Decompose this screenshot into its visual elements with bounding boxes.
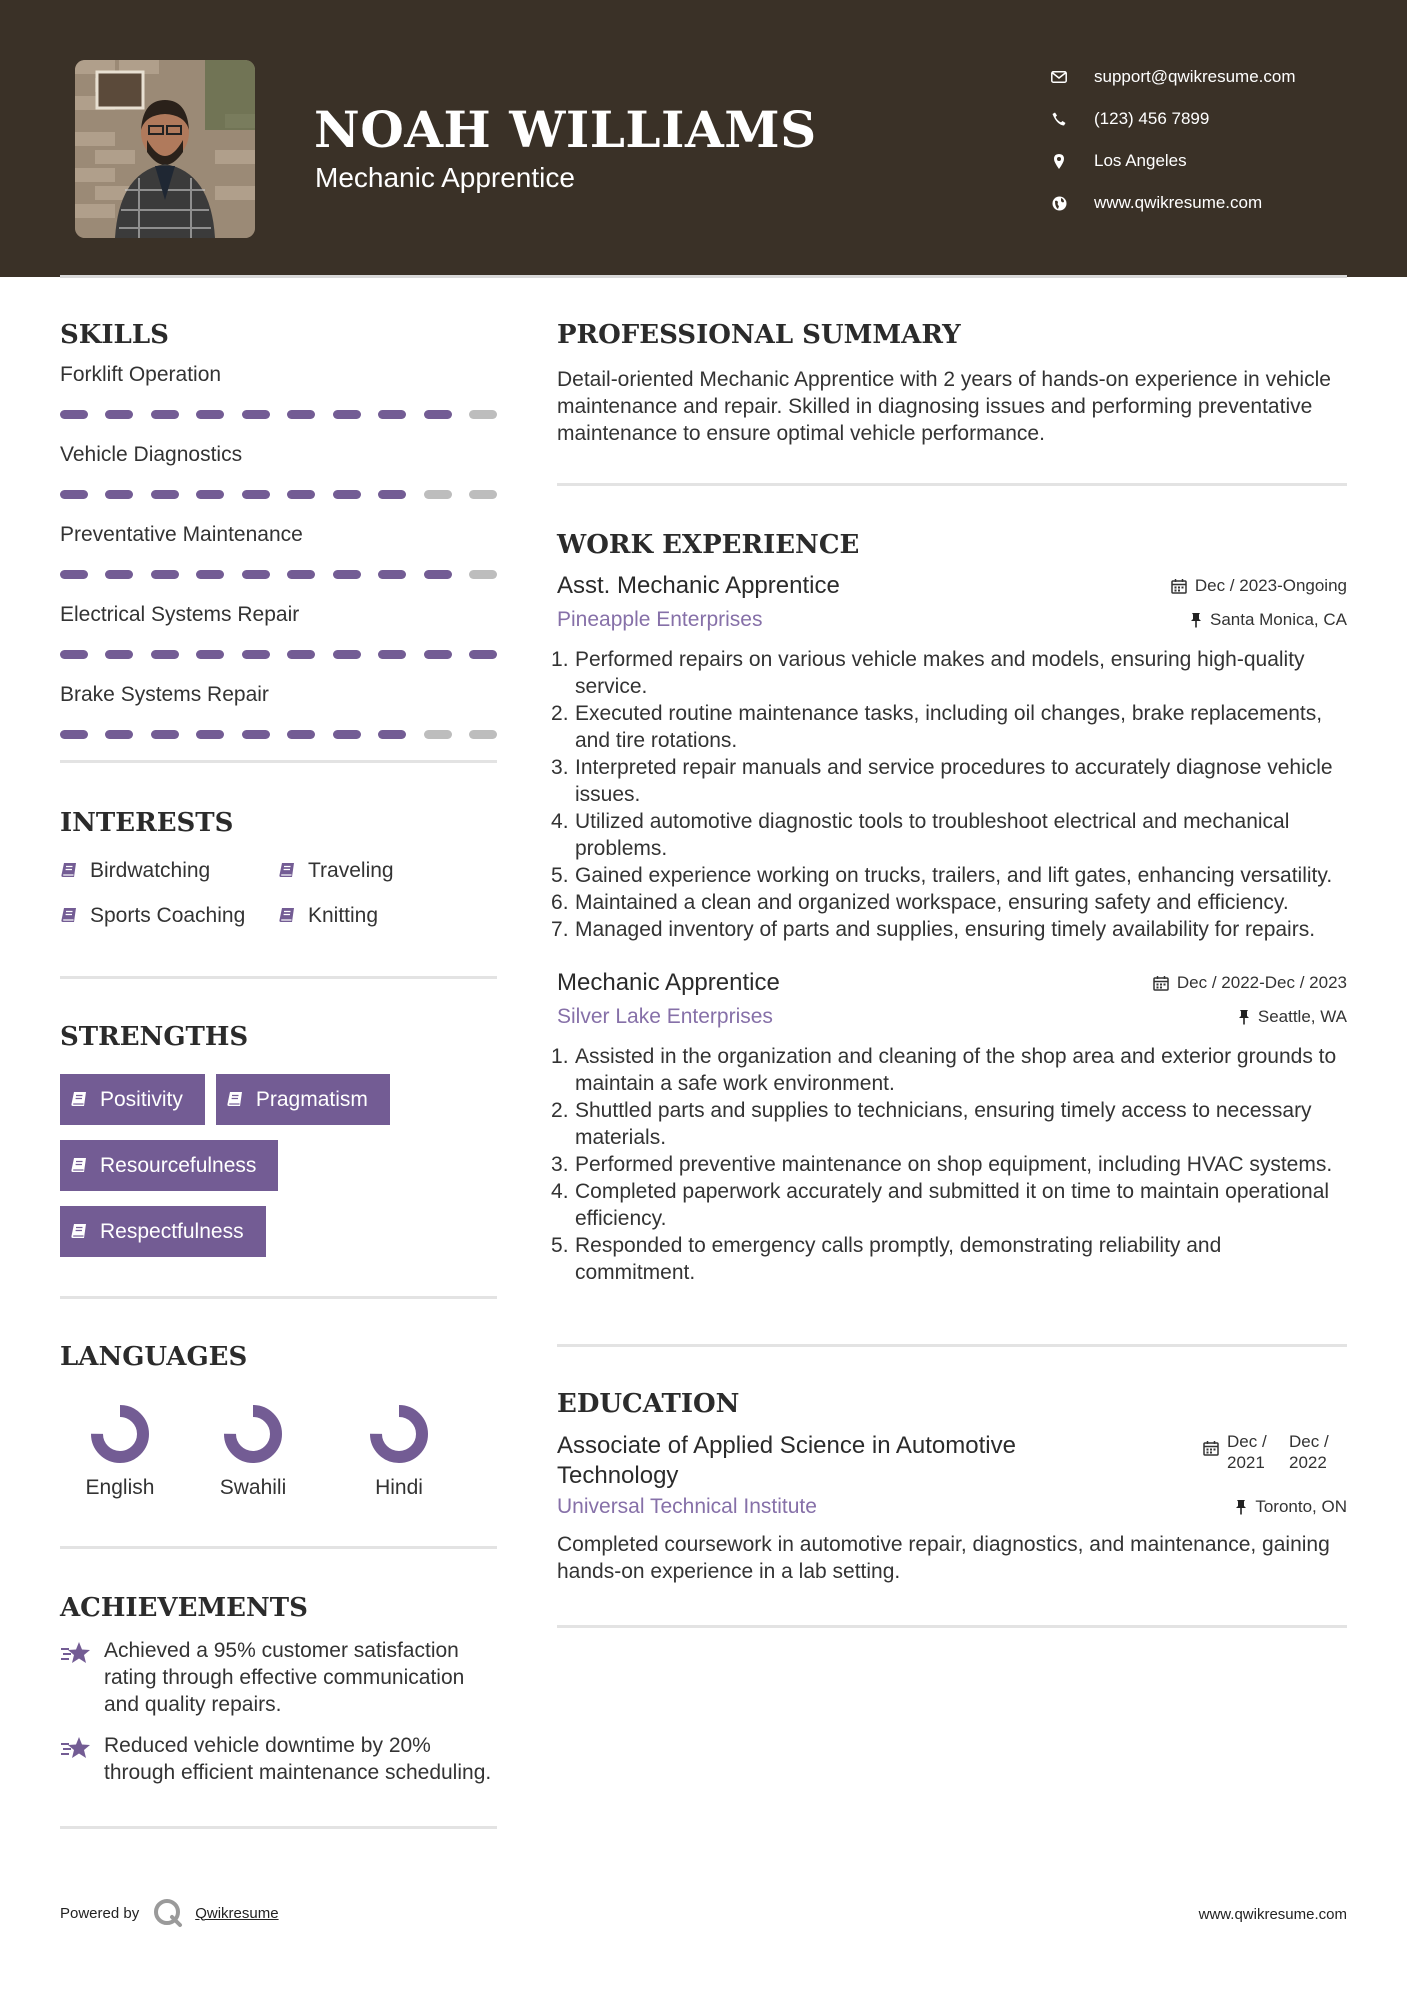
interest-item: Birdwatching xyxy=(60,848,278,893)
rating-dot xyxy=(196,570,224,579)
rating-dot xyxy=(242,490,270,499)
rating-dot xyxy=(196,730,224,739)
interest-item: Knitting xyxy=(278,893,478,938)
footer-url[interactable]: www.qwikresume.com xyxy=(1198,1906,1347,1923)
skill-name: Brake Systems Repair xyxy=(60,683,269,706)
rating-dot xyxy=(469,650,497,659)
experience-section xyxy=(557,530,1347,1286)
section-divider xyxy=(60,1546,497,1549)
rating-dot xyxy=(151,490,179,499)
candidate-name: NOAH WILLIAMS xyxy=(314,100,817,159)
section-title: WORK EXPERIENCE xyxy=(557,530,860,560)
rating-dot xyxy=(105,410,133,419)
book-icon xyxy=(60,862,78,880)
right-column xyxy=(557,320,1347,1628)
skill-rating xyxy=(60,410,497,420)
company-name: Pineapple Enterprises xyxy=(557,608,763,631)
rating-dot xyxy=(333,410,361,419)
skill-name: Electrical Systems Repair xyxy=(60,603,300,626)
pushpin-icon xyxy=(1190,612,1202,628)
rating-dot xyxy=(60,570,88,579)
achievement-item: Reduced vehicle downtime by 20% through efficient maintenance scheduling. xyxy=(60,1732,497,1786)
star-icon xyxy=(60,1637,92,1718)
section-title: LANGUAGES xyxy=(60,1342,248,1372)
rating-dot xyxy=(469,730,497,739)
rating-dot xyxy=(469,570,497,579)
rating-dot xyxy=(378,410,406,419)
responsibilities-list xyxy=(557,646,1347,943)
rating-dot xyxy=(424,490,452,499)
location-pin-icon xyxy=(1050,152,1068,170)
book-icon xyxy=(60,907,78,925)
strength-tag: Resourcefulness xyxy=(60,1140,278,1191)
section-title: SKILLS xyxy=(60,320,169,350)
skills-list xyxy=(60,360,497,740)
section-title: STRENGTHS xyxy=(60,1022,249,1052)
rating-dot xyxy=(287,730,315,739)
rating-dot xyxy=(151,570,179,579)
interest-item: Sports Coaching xyxy=(60,893,278,938)
skill-item xyxy=(60,360,497,420)
contact-phone[interactable] xyxy=(1050,98,1380,140)
book-icon xyxy=(278,862,296,880)
book-icon xyxy=(70,1157,88,1175)
rating-dot xyxy=(151,730,179,739)
education-description: Completed coursework in automotive repair, diagnostics, and maintenance, gaining hands-on experience in a lab setting. xyxy=(557,1533,1330,1583)
interest-item: Traveling xyxy=(278,848,478,893)
profile-photo xyxy=(75,60,255,238)
skill-rating xyxy=(60,490,497,500)
skill-item xyxy=(60,600,497,660)
rating-dot xyxy=(333,730,361,739)
strengths-tags xyxy=(60,1074,497,1272)
contact-list xyxy=(1050,56,1380,224)
language-level-arc xyxy=(230,1411,276,1457)
strength-tag: Positivity xyxy=(60,1074,205,1125)
language-level-ring xyxy=(90,1404,150,1464)
responsibility-item: Assisted in the organization and cleaning of the shop area and exterior grounds to maintain a safe work environment. xyxy=(575,1045,1337,1095)
responsibility-item: Responded to emergency calls promptly, demonstrating reliability and commitment. xyxy=(575,1234,1222,1284)
responsibility-item: Executed routine maintenance tasks, including oil changes, brake replacements, and tire rotations. xyxy=(575,702,1323,752)
skill-name: Vehicle Diagnostics xyxy=(60,443,243,466)
responsibility-item: Shuttled parts and supplies to technicians, ensuring timely access to necessary materials. xyxy=(575,1099,1312,1149)
section-divider xyxy=(60,976,497,979)
rating-dot xyxy=(424,570,452,579)
contact-text: (123) 456 7899 xyxy=(1094,109,1210,128)
job-date: Dec / 2022-Dec / 2023 xyxy=(1153,973,1347,993)
left-column xyxy=(60,320,497,1829)
rating-dot xyxy=(60,650,88,659)
summary-text: Detail-oriented Mechanic Apprentice with 2 years of hands-on experience in vehicle maintenance and repair. Skilled in diagnosing issues and performing preventative maintenance to ensure optimal vehicle performance. xyxy=(557,368,1331,445)
rating-dot xyxy=(196,490,224,499)
responsibility-item: Performed repairs on various vehicle makes and models, ensuring high-quality service. xyxy=(575,648,1305,698)
achievements-section xyxy=(60,1593,497,1786)
contact-website[interactable] xyxy=(1050,182,1380,224)
language-level-ring xyxy=(223,1404,283,1464)
strength-tag: Respectfulness xyxy=(60,1206,266,1257)
rating-dot xyxy=(242,730,270,739)
calendar-icon xyxy=(1171,578,1187,594)
interests-list xyxy=(60,848,497,938)
responsibility-item: Completed paperwork accurately and submitted it on time to maintain operational efficiency. xyxy=(575,1180,1330,1230)
rating-dot xyxy=(469,490,497,499)
section-title: EDUCATION xyxy=(557,1389,740,1419)
section-title: INTERESTS xyxy=(60,808,234,838)
section-divider xyxy=(557,483,1347,486)
achievement-item: Achieved a 95% customer satisfaction rating through effective communication and quality repairs. xyxy=(60,1637,497,1718)
pushpin-icon xyxy=(1238,1009,1250,1025)
language-level-arc xyxy=(376,1411,422,1457)
skills-section xyxy=(60,320,497,740)
contact-email[interactable] xyxy=(1050,56,1380,98)
education-location: Toronto, ON xyxy=(1235,1497,1347,1517)
strength-tag: Pragmatism xyxy=(216,1074,390,1125)
rating-dot xyxy=(287,650,315,659)
section-divider xyxy=(557,1625,1347,1628)
header-divider xyxy=(60,275,1347,278)
rating-dot xyxy=(424,650,452,659)
rating-dot xyxy=(333,570,361,579)
rating-dot xyxy=(105,730,133,739)
skill-rating xyxy=(60,730,497,740)
language-level-ring xyxy=(369,1404,429,1464)
rating-dot xyxy=(60,730,88,739)
section-divider xyxy=(60,1296,497,1299)
skill-name: Forklift Operation xyxy=(60,363,222,386)
section-divider xyxy=(557,1344,1347,1347)
rating-dot xyxy=(242,650,270,659)
footer-branding xyxy=(60,1898,279,1928)
responsibility-item: Managed inventory of parts and supplies, ensuring timely availability for repairs. xyxy=(575,918,1316,941)
job-entry xyxy=(557,969,1347,1286)
powered-by-label: Powered by xyxy=(60,1904,140,1922)
responsibility-item: Performed preventive maintenance on shop equipment, including HVAC systems. xyxy=(575,1153,1333,1176)
language-item xyxy=(326,1404,472,1500)
languages-section xyxy=(60,1342,497,1500)
rating-dot xyxy=(151,650,179,659)
rating-dot xyxy=(196,410,224,419)
language-item xyxy=(60,1404,180,1500)
degree-title: Associate of Applied Science in Automotive Technology xyxy=(557,1432,1016,1489)
contact-text: support@qwikresume.com xyxy=(1094,67,1296,86)
rating-dot xyxy=(424,410,452,419)
phone-icon xyxy=(1050,110,1068,128)
contact-text: www.qwikresume.com xyxy=(1094,193,1263,212)
section-title: PROFESSIONAL SUMMARY xyxy=(557,320,961,350)
section-divider xyxy=(60,760,497,763)
resume-header xyxy=(0,0,1407,277)
contact-text: Los Angeles xyxy=(1094,151,1187,170)
rating-dot xyxy=(378,730,406,739)
rating-dot xyxy=(60,490,88,499)
rating-dot xyxy=(378,490,406,499)
mail-icon xyxy=(1050,68,1068,86)
job-location: Santa Monica, CA xyxy=(1190,610,1347,630)
summary-section xyxy=(557,320,1347,447)
languages-list xyxy=(60,1404,497,1500)
book-icon xyxy=(70,1091,88,1109)
book-icon xyxy=(278,907,296,925)
education-section xyxy=(557,1389,1347,1585)
rating-dot xyxy=(287,490,315,499)
company-name: Silver Lake Enterprises xyxy=(557,1005,773,1028)
school-name: Universal Technical Institute xyxy=(557,1495,817,1518)
rating-dot xyxy=(378,570,406,579)
responsibility-item: Maintained a clean and organized workspace, ensuring safety and efficiency. xyxy=(575,891,1289,914)
rating-dot xyxy=(196,650,224,659)
rating-dot xyxy=(105,650,133,659)
rating-dot xyxy=(242,570,270,579)
job-title: Mechanic Apprentice xyxy=(557,969,780,996)
job-entry xyxy=(557,572,1347,943)
section-title: ACHIEVEMENTS xyxy=(60,1593,308,1623)
job-title: Asst. Mechanic Apprentice xyxy=(557,572,840,599)
interests-section xyxy=(60,808,497,938)
language-name: Hindi xyxy=(375,1476,423,1499)
rating-dot xyxy=(151,410,179,419)
globe-icon xyxy=(1050,194,1068,212)
book-icon xyxy=(226,1091,244,1109)
education-date: Dec / 2021 Dec / 2022 xyxy=(1203,1431,1347,1473)
qwikresume-logo-icon xyxy=(153,1898,183,1928)
rating-dot xyxy=(333,650,361,659)
skill-item xyxy=(60,440,497,500)
rating-dot xyxy=(287,410,315,419)
calendar-icon xyxy=(1203,1440,1219,1456)
language-level-arc xyxy=(97,1411,143,1457)
language-item xyxy=(180,1404,326,1500)
rating-dot xyxy=(105,490,133,499)
skill-name: Preventative Maintenance xyxy=(60,523,303,546)
rating-dot xyxy=(105,570,133,579)
rating-dot xyxy=(378,650,406,659)
job-date: Dec / 2023-Ongoing xyxy=(1171,576,1347,596)
language-name: English xyxy=(85,1476,155,1499)
skill-item xyxy=(60,520,497,580)
responsibility-item: Utilized automotive diagnostic tools to troubleshoot electrical and mechanical problems. xyxy=(575,810,1290,860)
pushpin-icon xyxy=(1235,1499,1247,1515)
responsibilities-list xyxy=(557,1043,1347,1286)
calendar-icon xyxy=(1153,975,1169,991)
skill-item xyxy=(60,680,497,740)
skill-rating xyxy=(60,650,497,660)
job-location: Seattle, WA xyxy=(1238,1007,1347,1027)
rating-dot xyxy=(242,410,270,419)
book-icon xyxy=(70,1223,88,1241)
star-icon xyxy=(60,1732,92,1786)
strengths-section xyxy=(60,1022,497,1272)
contact-location xyxy=(1050,140,1380,182)
responsibility-item: Gained experience working on trucks, trailers, and lift gates, enhancing versatility. xyxy=(575,864,1333,887)
qwikresume-link[interactable]: Qwikresume xyxy=(195,1904,279,1922)
responsibility-item: Interpreted repair manuals and service procedures to accurately diagnose vehicle issues. xyxy=(575,756,1333,806)
skill-rating xyxy=(60,570,497,580)
rating-dot xyxy=(333,490,361,499)
rating-dot xyxy=(287,570,315,579)
candidate-title: Mechanic Apprentice xyxy=(315,162,575,193)
rating-dot xyxy=(424,730,452,739)
language-name: Swahili xyxy=(219,1476,287,1499)
section-divider xyxy=(60,1826,497,1829)
rating-dot xyxy=(469,410,497,419)
rating-dot xyxy=(60,410,88,419)
